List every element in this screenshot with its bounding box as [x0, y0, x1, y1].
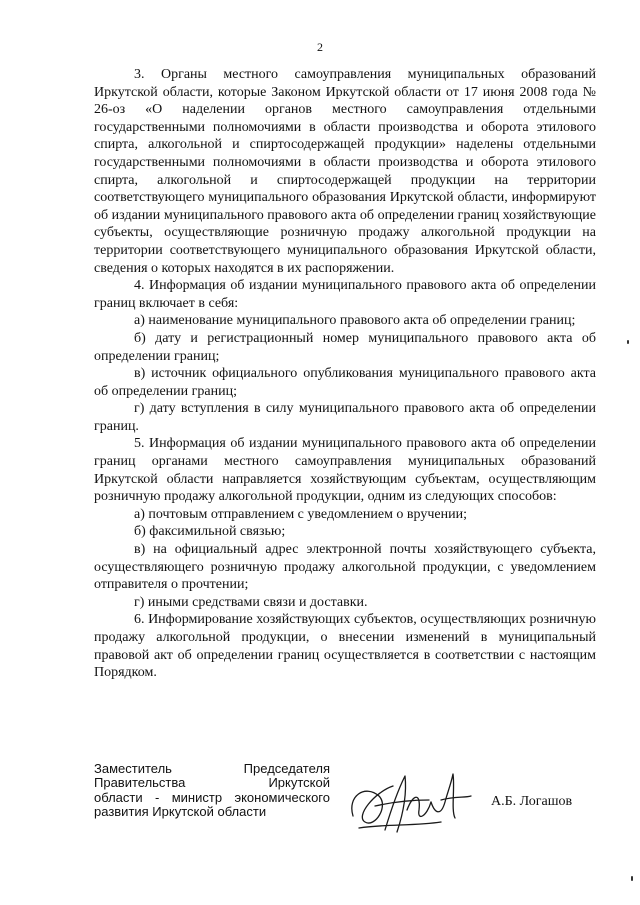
- paragraph-5: 5. Информация об издании муниципального правового акта об определении границ органами местного самоуправления муниципальных образований Иркутской области направляется хозяйствующим субъектам, осуществляющим розничную продажу алкогольной продукции, одним из следующих способов:: [94, 436, 596, 505]
- handwritten-signature: [345, 766, 475, 838]
- paragraph-5a: а) почтовым отправлением с уведомлением о вручении;: [134, 506, 467, 522]
- paragraph-4a: а) наименование муниципального правового акта об определении границ;: [134, 313, 576, 329]
- paragraph-5b: б) факсимильной связью;: [134, 524, 286, 540]
- signer-title-line: Заместитель Председателя: [94, 761, 330, 776]
- paragraph-5d: г) иными средствами связи и доставки.: [134, 594, 368, 610]
- signer-title-line: области - министр экономического: [94, 789, 330, 805]
- page-number: 2: [317, 40, 323, 54]
- paragraph-6: 6. Информирование хозяйствующих субъектов, осуществляющих розничную продажу алкогольной продукции, о внесении изменений в муниципальный правовой акт об определении границ осуществляется в соответствии с настоящим Порядком.: [94, 612, 596, 681]
- paragraph-4c: в) источник официального опубликования муниципального правового акта об определении границ;: [94, 366, 596, 399]
- paragraph-4b: б) дату и регистрационный номер муниципального правового акта об определении границ;: [94, 330, 596, 364]
- scan-speck: [627, 340, 629, 344]
- paragraph-3: 3. Органы местного самоуправления муниципальных образований Иркутской области, которые Законом Иркутской области от 17 июня 2008 года № 26-оз «О наделении органов местного самоуправления отдельными государственными полномочиями в области производства и оборота этилового спирта, алкогольной и спиртосодержащей продукции» наделены отдельными государственными полномочиями в области производства и оборота этилового спирта, алкогольной и спиртосодержащей продукции на территории соответствующего муниципального образования Иркутской области, информируют об издании муниципального правового акта об определении границ хозяйствующие субъекты, осуществляющие розничную продажу алкогольной продукции на территории соответствующего муниципального образования Иркутской области, сведения о которых находятся в их распоряжении.: [94, 67, 596, 276]
- paragraph-4d: г) дату вступления в силу муниципального правового акта об определении границ.: [94, 401, 596, 434]
- signer-name: А.Б. Логашов: [491, 794, 573, 809]
- paragraph-4: 4. Информация об издании муниципального правового акта об определении границ включает в себя:: [94, 278, 596, 311]
- signature-title-block: [94, 762, 330, 820]
- signer-title-line: Правительства Иркутской: [94, 775, 330, 791]
- document-body: [94, 66, 596, 682]
- signer-title-line: развития Иркутской области: [94, 804, 267, 820]
- paragraph-5c: в) на официальный адрес электронной почты хозяйствующего субъекта, осуществляющего розничную продажу алкогольной продукции, с уведомлением отправителя о прочтении;: [94, 542, 596, 593]
- scan-speck: [631, 876, 633, 881]
